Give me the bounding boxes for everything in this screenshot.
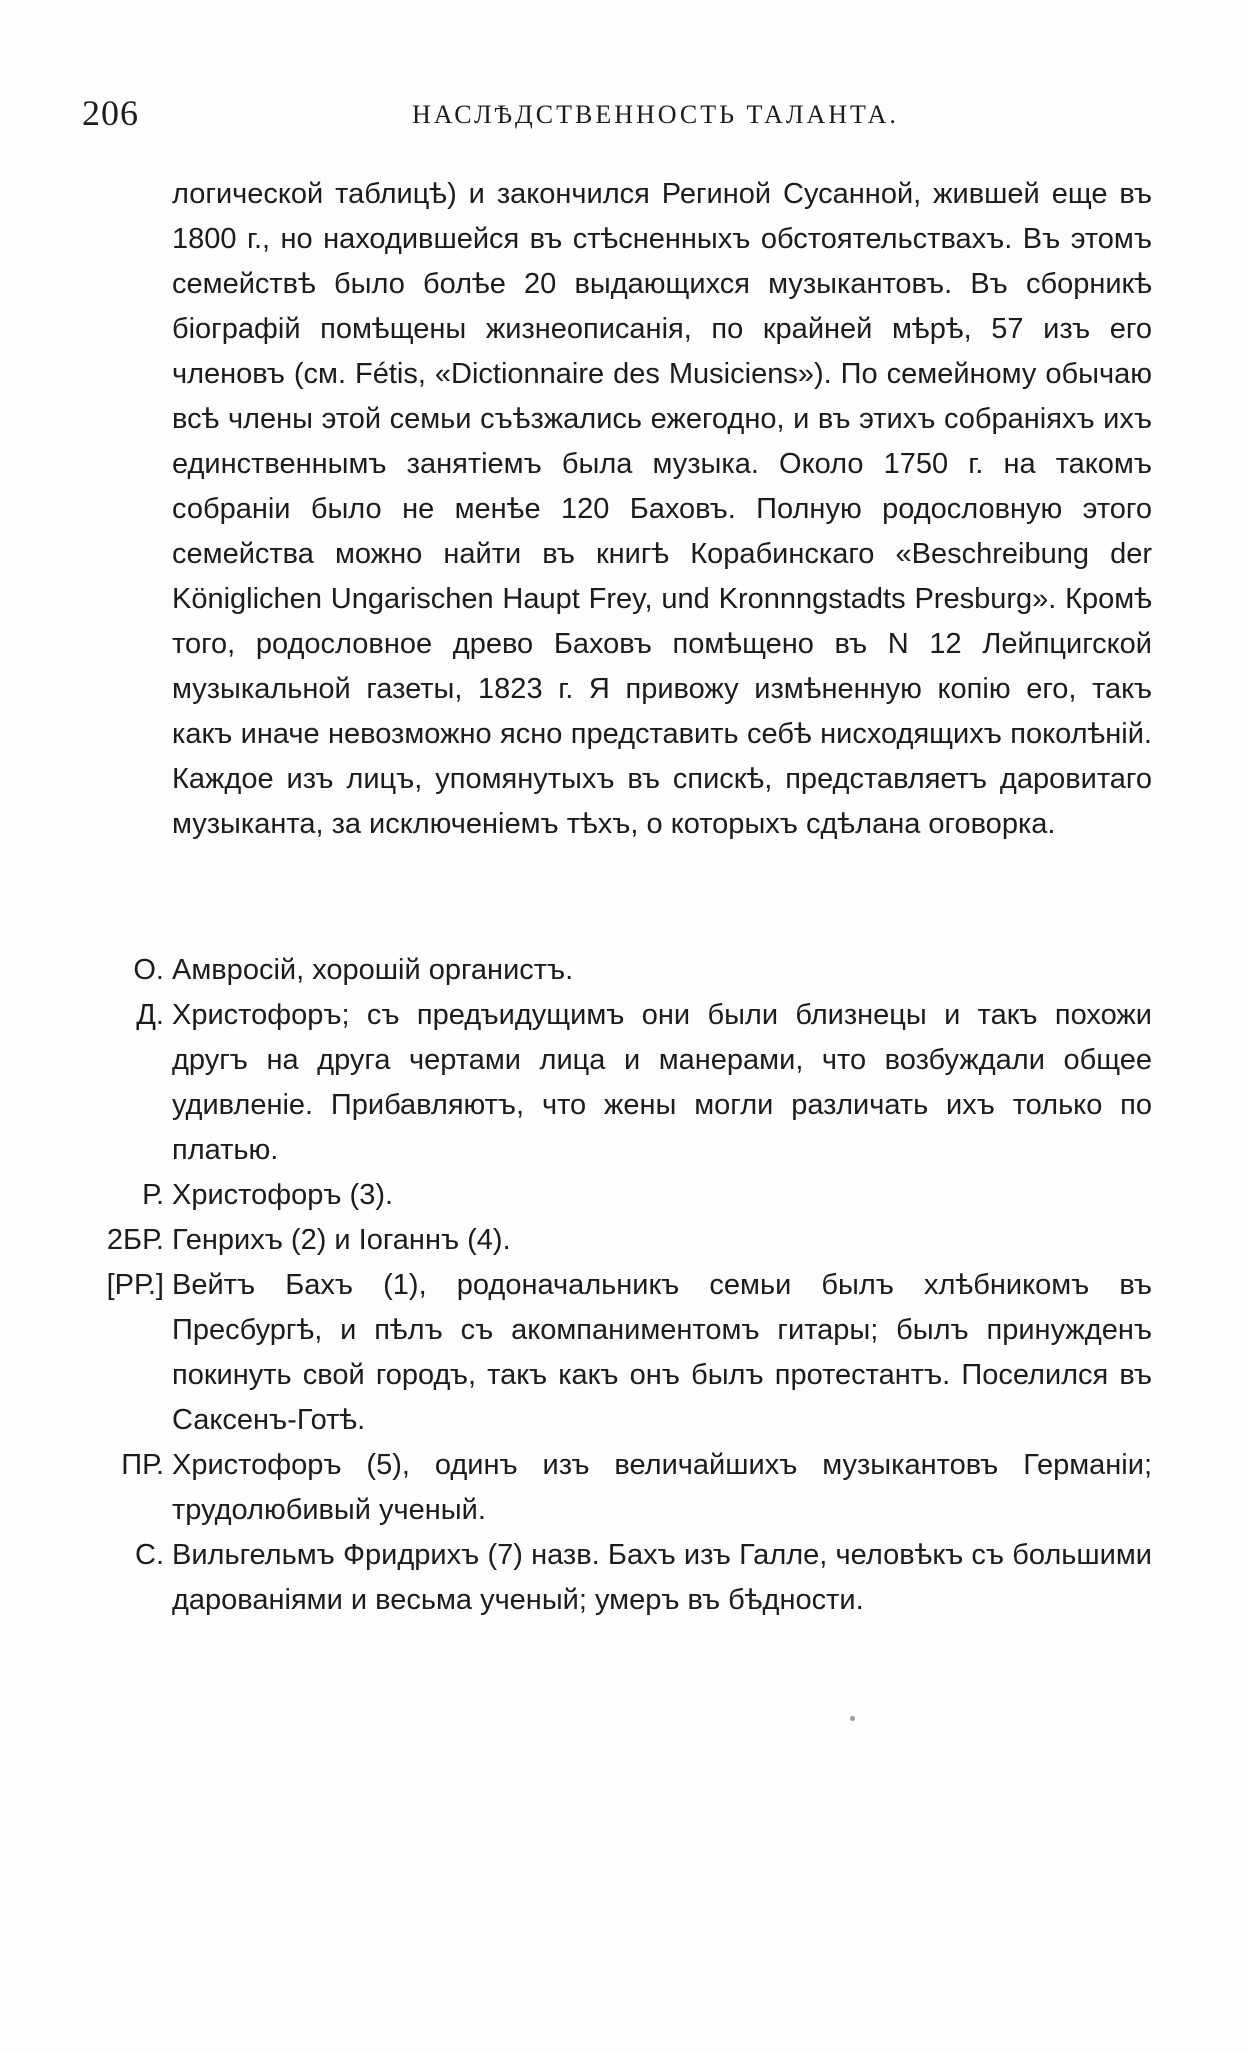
entry-text: Амвросій, хорошій органистъ. [172, 954, 574, 986]
entry-code: ПР. [121, 1449, 164, 1481]
entry-text: Христофоръ; съ предъидущимъ они были близнецы и такъ похожи другъ на друга чертами лица и манерами, что возбуждали общее удивленіе. Прибавляютъ, что жены могли различать ихъ только по платью. [172, 999, 1152, 1166]
entry-text: Вейтъ Бахъ (1), родоначальникъ семьи былъ хлѣбникомъ въ Пресбургѣ, и пѣлъ съ акомпаниментомъ гитары; былъ принужденъ покинуть свой городъ, такъ какъ онъ былъ протестантъ. Поселился въ Саксенъ-Готѣ. [172, 1269, 1152, 1436]
entry-code: 2БР. [106, 1224, 164, 1256]
entry-text: Христофоръ (5), одинъ изъ величайшихъ музыкантовъ Германіи; трудолюбивый ученый. [172, 1449, 1152, 1526]
list-item [60, 1443, 1152, 1533]
entry-code: Д. [136, 999, 164, 1031]
entry-code: О. [133, 954, 164, 986]
entry-code: С. [135, 1539, 164, 1571]
entry-text: Генрихъ (2) и Іоганнъ (4). [172, 1224, 511, 1256]
entry-text: Вильгельмъ Фридрихъ (7) назв. Бахъ изъ Галле, человѣкъ съ большими дарованіями и весьма ученый; умеръ въ бѣдности. [172, 1539, 1152, 1616]
list-item [60, 1533, 1152, 1623]
body-text [172, 172, 1152, 847]
main-paragraph: логической таблицѣ) и закончился Региной Сусанной, жившей еще въ 1800 г., но находившейся въ стѣсненныхъ обстоятельствахъ. Въ этомъ семействѣ было болѣе 20 выдающихся музыкантовъ. Въ сборникѣ біографій помѣщены жизнеописанія, по крайней мѣрѣ, 57 изъ его членовъ (см. Fétis, «Dictionnaire des Musiciens»). По семейному обычаю всѣ члены этой семьи съѣзжались ежегодно, и въ этихъ собраніяхъ ихъ единственнымъ занятіемъ была музыка. Около 1750 г. на такомъ собраніи было не менѣе 120 Баховъ. Полную родословную этого семейства можно найти въ книгѣ Корабинскаго «Beschreibung der Königlichen Ungarischen Haupt Frey, und Kronnngstadts Presburg». Кромѣ того, родословное древо Баховъ помѣщено въ N 12 Лейпцигской музыкальной газеты, 1823 г. Я привожу измѣненную копію его, такъ какъ иначе невозможно ясно представить себѣ нисходящихъ поколѣній. Каждое изъ лицъ, упомянутыхъ въ спискѣ, представляетъ даровитаго музыканта, за исключеніемъ тѣхъ, о которыхъ сдѣлана оговорка. [172, 178, 1152, 840]
list-item [60, 993, 1152, 1173]
running-title: НАСЛѢДСТВЕННОСТЬ ТАЛАНТА. [412, 100, 899, 129]
list-item [60, 1173, 1152, 1218]
entry-text: Христофоръ (3). [172, 1179, 394, 1211]
entry-code: [РР.] [106, 1269, 164, 1301]
list-item [60, 1218, 1152, 1263]
paper-speck [850, 1716, 855, 1721]
list-item [60, 948, 1152, 993]
entry-code: Р. [142, 1179, 164, 1211]
genealogy-list [60, 948, 1152, 1623]
page-number: 206 [82, 93, 139, 133]
list-item [60, 1263, 1152, 1443]
running-head [82, 92, 1162, 142]
